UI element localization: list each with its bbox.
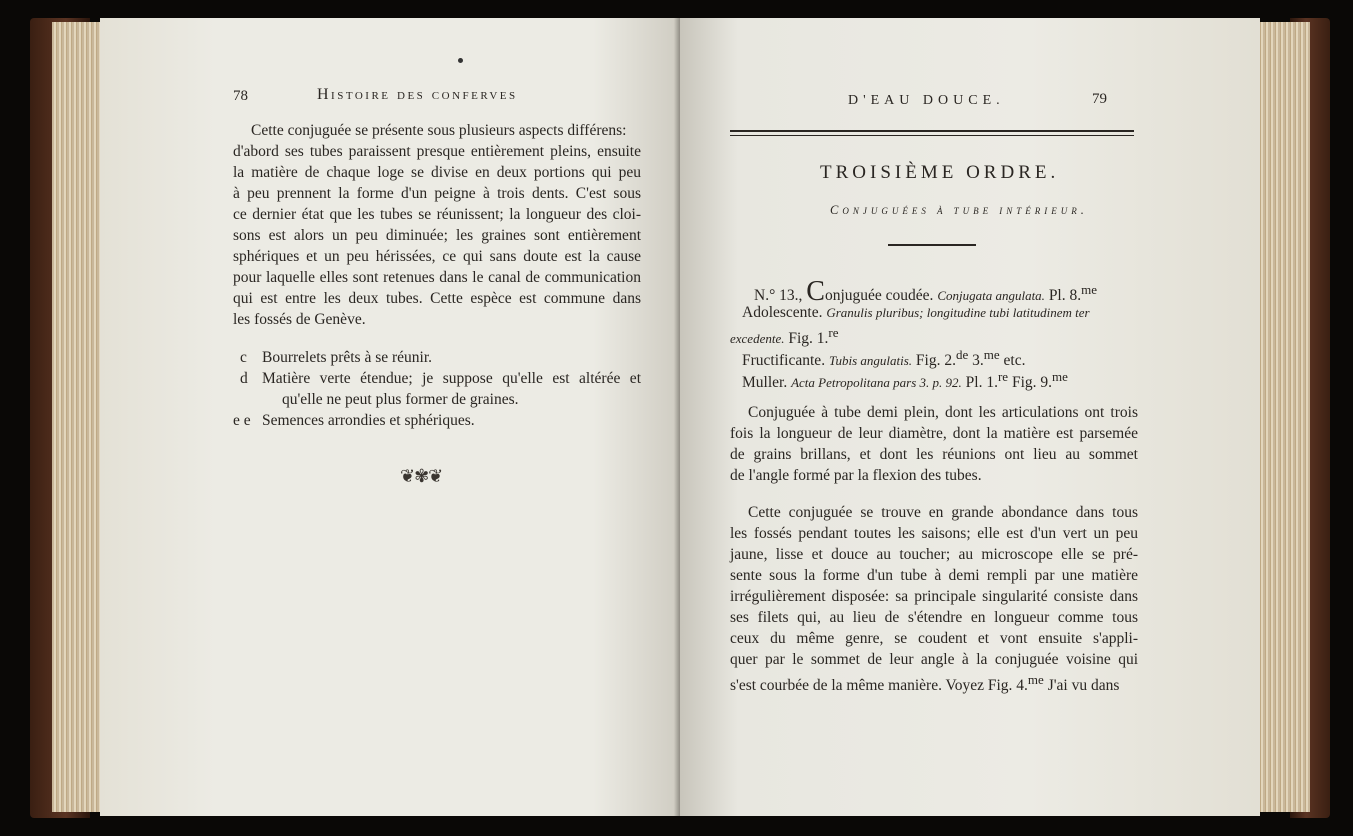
legend-text: qu'elle ne peut plus former de graines. <box>282 391 519 408</box>
text-line: Conjuguée à tube demi plein, dont les articulations ont trois <box>748 404 1138 421</box>
text-line: de l'angle formé par la flexion des tubes. <box>730 467 982 484</box>
fig-ref: Fig. 1. <box>784 330 829 348</box>
ornament: ❦✾❦ <box>400 466 443 486</box>
text-line: à peu prennent la forme d'un peigne à trois dents. C'est sous <box>233 185 641 202</box>
entry-line-5 <box>742 369 1068 392</box>
ink-dot <box>458 58 463 63</box>
entry-line-3 <box>730 325 839 348</box>
text-line: ses filets qui, au lieu de s'étendre en longueur comme tous <box>730 609 1138 626</box>
right-page-number: 79 <box>1092 91 1107 107</box>
left-page-number: 78 <box>233 88 248 104</box>
superscript: me <box>1081 282 1098 297</box>
section-rule <box>888 244 976 246</box>
fig-ref: Fig. 2. <box>912 352 956 370</box>
left-page <box>100 18 680 816</box>
citation: Acta Petropolitana pars 3. p. 92. <box>791 375 962 391</box>
legend-text: Matière verte étendue; je suppose qu'elle est altérée et <box>262 370 641 387</box>
text-line: s'est courbée de la même manière. Voyez Fig. 4. <box>730 677 1028 695</box>
superscript: re <box>828 325 839 340</box>
entry-number: N.° 13., <box>754 287 807 305</box>
legend-text: Bourrelets prêts à se réunir. <box>262 349 433 366</box>
text-line: les fossés pendant toutes les saisons; elle est d'un vert un peu <box>730 525 1138 542</box>
text-line: sons est alors un peu diminuée; les graines sont entièrement <box>233 227 641 244</box>
text-line: quer par le sommet de leur angle à la conjuguée voisine qui <box>730 651 1138 668</box>
latin-description: Granulis pluribus; longitudine tubi latitudinem ter <box>826 305 1090 320</box>
text-line: ceux du même genre, se coudent et vont ensuite s'appli- <box>730 630 1138 647</box>
stage-label: Fructificante. <box>742 352 829 370</box>
latin-description: Tubis angulatis. <box>828 353 913 369</box>
section-title: TROISIÈME ORDRE. <box>820 162 1060 183</box>
author-ref: Muller. <box>742 374 792 392</box>
superscript: de <box>955 347 969 362</box>
right-page <box>680 18 1260 816</box>
text-line: la matière de chaque loge se divise en deux portions qui peu <box>233 164 641 181</box>
superscript: me <box>983 347 1000 362</box>
text-line: de grains brillans, et dont les réunions ont lieu au sommet <box>730 446 1138 463</box>
entry-line-2 <box>742 304 1090 322</box>
stage-label: Adolescente. <box>742 304 827 321</box>
text-line: les fossés de Genève. <box>233 311 366 328</box>
legend-key: d <box>240 370 248 387</box>
entry-line-1 <box>754 276 1098 308</box>
text-line: qui est entre les deux tubes. Cette espèce est commune dans <box>233 290 641 307</box>
fig-ref: 3. <box>968 352 984 370</box>
legend-text: Semences arrondies et sphériques. <box>262 412 475 429</box>
species-name: onjuguée coudée. <box>824 287 938 305</box>
text-line: jaune, lisse et douce au toucher; au microscope elle se pré- <box>730 546 1138 563</box>
text-line: sente sous la forme d'un tube à demi rempli par une matière <box>730 567 1138 584</box>
text-line: fois la longueur de leur diamètre, dont la matière est parsemée <box>730 425 1138 442</box>
fig-ref: Fig. 9. <box>1008 374 1053 392</box>
fig-ref: etc. <box>999 352 1026 370</box>
left-running-head: Histoire des conferves <box>317 86 518 103</box>
text-line: irrégulièrement disposée: sa principale singularité consiste dans <box>730 588 1138 605</box>
superscript: me <box>1052 369 1068 384</box>
plate-ref: Pl. 1. <box>961 374 998 392</box>
text-line: pour laquelle elles sont retenues dans le canal de communication <box>233 269 641 286</box>
latin-description: excedente. <box>730 331 785 347</box>
text-line: Cette conjuguée se trouve en grande abondance dans tous <box>748 504 1138 521</box>
text-line: d'abord ses tubes paraissent presque entièrement pleins, ensuite <box>233 143 641 160</box>
superscript: re <box>997 369 1009 384</box>
legend-key: e e <box>233 412 251 429</box>
text-line-last <box>730 672 1119 695</box>
legend-key: c <box>240 349 247 366</box>
text-line: ce dernier état que les tubes se réunissent; la longueur des cloi- <box>233 206 641 223</box>
right-running-head: D'EAU DOUCE. <box>848 93 1005 108</box>
drop-capital: C <box>806 276 825 308</box>
right-page-edges <box>1255 22 1310 812</box>
left-page-edges <box>52 22 107 812</box>
text-line-tail: J'ai vu dans <box>1043 677 1120 695</box>
latin-name: Conjugata angulata. <box>937 288 1045 304</box>
text-line: Cette conjuguée se présente sous plusieurs aspects différens: <box>251 122 627 139</box>
double-rule-bottom <box>730 135 1134 136</box>
double-rule-top <box>730 130 1134 132</box>
superscript: me <box>1027 672 1044 687</box>
entry-line-4 <box>742 347 1025 370</box>
plate-ref: Pl. 8. <box>1044 287 1082 305</box>
section-subtitle: Conjuguées à tube intérieur. <box>830 203 1088 217</box>
text-line: sphériques et un peu hérissées, ce qui sans doute est la cause <box>233 248 641 265</box>
